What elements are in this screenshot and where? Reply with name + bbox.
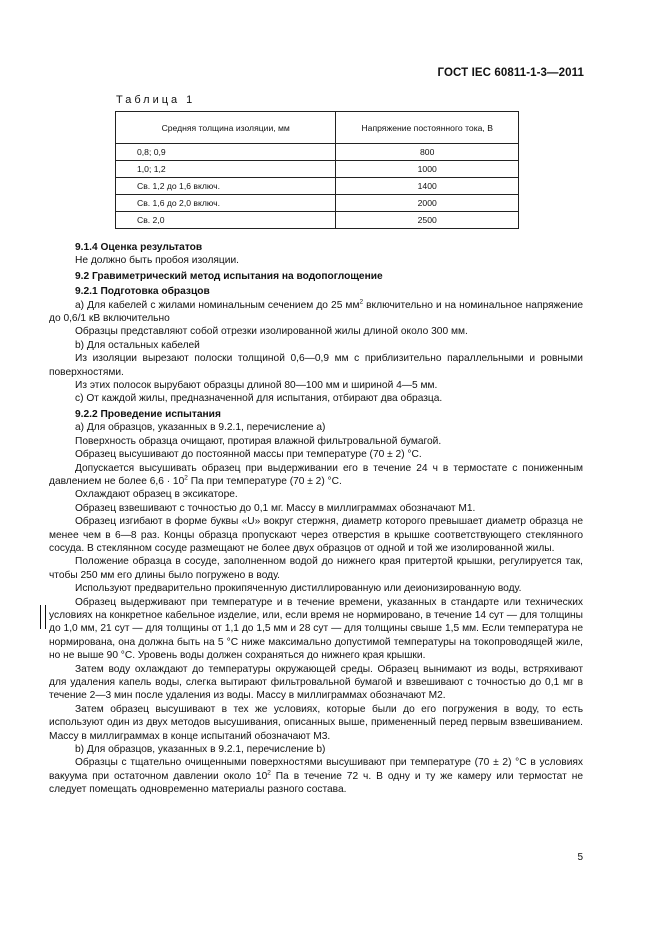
change-marker <box>40 605 46 629</box>
cell-thickness: 0,8; 0,9 <box>116 144 336 161</box>
cell-voltage: 800 <box>336 144 519 161</box>
paragraph <box>49 299 583 326</box>
paragraph-text: Па при температуре (70 ± 2) °С. <box>187 475 342 487</box>
column-header-voltage: Напряжение постоянного тока, В <box>336 112 519 144</box>
paragraph: Образец изгибают в форме буквы «U» вокруг стержня, диаметр которого превышает диаметр образца не менее чем в 6—8 раз. Концы образца пропускают через отверстия в крышке соответствующего стеклянного сосуда. В стеклянном сосуде размещают не более двух образцов от одной и той же изолированной жилы. <box>49 516 583 554</box>
paragraph: Положение образца в сосуде, заполненном водой до нижнего края притертой крышки, регулируется так, чтобы 250 мм его длины было погружено в воду. <box>49 556 583 581</box>
paragraph: Затем воду охлаждают до температуры окружающей среды. Образец вынимают из воды, встряхивают для удаления капель воды, слегка вытирают фильтровальной бумагой и взвешивают с точностью до 0,1 мг в течение 2—3 мин после удаления из воды. Массу в миллиграммах обозначают М2. <box>49 663 583 702</box>
table-header-row <box>116 112 519 144</box>
cell-voltage: 2000 <box>336 195 519 212</box>
superscript: 2 <box>267 769 271 777</box>
paragraph: Образец взвешивают с точностью до 0,1 мг. Массу в миллиграммах обозначают М1. <box>75 502 476 514</box>
cell-voltage: 1400 <box>336 178 519 195</box>
superscript: 2 <box>359 298 364 306</box>
paragraph <box>49 462 583 489</box>
paragraph-text: Па в течение 72 ч. В одну и ту же камеру или термостат не следует помещать одновременно материалы разного состава. <box>49 770 583 796</box>
section-heading-9-1-4: 9.1.4 Оценка результатов <box>75 242 203 253</box>
paragraph: а) Для образцов, указанных в 9.2.1, перечисление а) <box>75 422 326 434</box>
document-body <box>49 239 583 797</box>
paragraph-text: а) Для кабелей с жилами номинальным сечением до 25 мм <box>75 299 360 311</box>
table-caption: Таблица 1 <box>116 94 196 106</box>
paragraph-text: Допускается высушивать образец при выдерживании его в течение 24 ч в термостате с пониженным давлением не более 6,6 · 10 <box>49 462 583 487</box>
cell-voltage: 2500 <box>336 212 519 229</box>
table-row <box>116 178 519 195</box>
paragraph: Поверхность образца очищают, протирая влажной фильтровальной бумагой. <box>75 435 442 447</box>
table-row <box>116 212 519 229</box>
paragraph: b) Для образцов, указанных в 9.2.1, перечисление b) <box>75 744 326 756</box>
cell-thickness: Св. 2,0 <box>116 212 336 229</box>
voltage-table <box>115 111 519 229</box>
page-number: 5 <box>577 852 583 863</box>
paragraph: с) От каждой жилы, предназначенной для испытания, отбирают два образца. <box>75 393 443 405</box>
paragraph: Затем образец высушивают в тех же условиях, которые были до его погружения в воду, то есть используют один из двух методов высушивания, описанных выше, примененный перед первым взвешиванием. Массу в миллиграммах в конце испытаний обозначают М3. <box>49 703 583 742</box>
table-row <box>116 195 519 212</box>
paragraph: Охлаждают образец в эксикаторе. <box>75 489 238 501</box>
section-heading-9-2-1: 9.2.1 Подготовка образцов <box>75 286 210 298</box>
document-code: ГОСТ IEC 60811-1-3—2011 <box>437 67 584 79</box>
paragraph: Из изоляции вырезают полоски толщиной 0,6—0,9 мм с приблизительно параллельными и ровными поверхностями. <box>49 353 583 378</box>
paragraph: Не должно быть пробоя изоляции. <box>75 255 239 267</box>
cell-thickness: Св. 1,2 до 1,6 включ. <box>116 178 336 195</box>
paragraph: Образцы представляют собой отрезки изолированной жилы длиной около 300 мм. <box>75 326 468 338</box>
section-heading-9-2: 9.2 Гравиметрический метод испытания на водопоглощение <box>75 270 383 282</box>
section-heading-9-2-2: 9.2.2 Проведение испытания <box>75 408 221 420</box>
cell-thickness: Св. 1,6 до 2,0 включ. <box>116 195 336 212</box>
table-row <box>116 161 519 178</box>
cell-voltage: 1000 <box>336 161 519 178</box>
paragraph: Из этих полосок вырубают образцы длиной 80—100 мм и шириной 4—5 мм. <box>75 380 438 392</box>
paragraph-text: включительно и на номинальное напряжение до 0,6/1 кВ включительно <box>49 299 583 325</box>
paragraph: Образец выдерживают при температуре и в течение времени, указанных в стандарте или технических условиях на конкретное кабельное изделие, или, если время не нормировано, в течение 14 сут — для толщины до 1,0 мм, 21 сут — для толщины от 1,1 до 1,5 мм и 28 сут — для толщины свыше 1,5 мм. Если температура не нормирована, она должна быть на 5 °С ниже максимально допустимой температуры на токопроводящей жиле, но не выше 90 °С. Уровень воды должен сохраняться до нижнего края крышки. <box>49 596 583 662</box>
cell-thickness: 1,0; 1,2 <box>116 161 336 178</box>
paragraph: Образец высушивают до постоянной массы при температуре (70 ± 2) °С. <box>75 449 422 461</box>
superscript: 2 <box>184 474 188 482</box>
paragraph: b) Для остальных кабелей <box>75 339 200 351</box>
paragraph: Используют предварительно прокипяченную дистиллированную или деионизированную воду. <box>75 583 522 595</box>
paragraph-text: Образцы с тщательно очищенными поверхностями высушивают при температуре (70 ± 2) °С в условиях вакуума при остаточном давлении около 10 <box>49 757 583 782</box>
table-row <box>116 144 519 161</box>
paragraph <box>49 756 583 796</box>
column-header-thickness: Средняя толщина изоляции, мм <box>116 112 336 144</box>
